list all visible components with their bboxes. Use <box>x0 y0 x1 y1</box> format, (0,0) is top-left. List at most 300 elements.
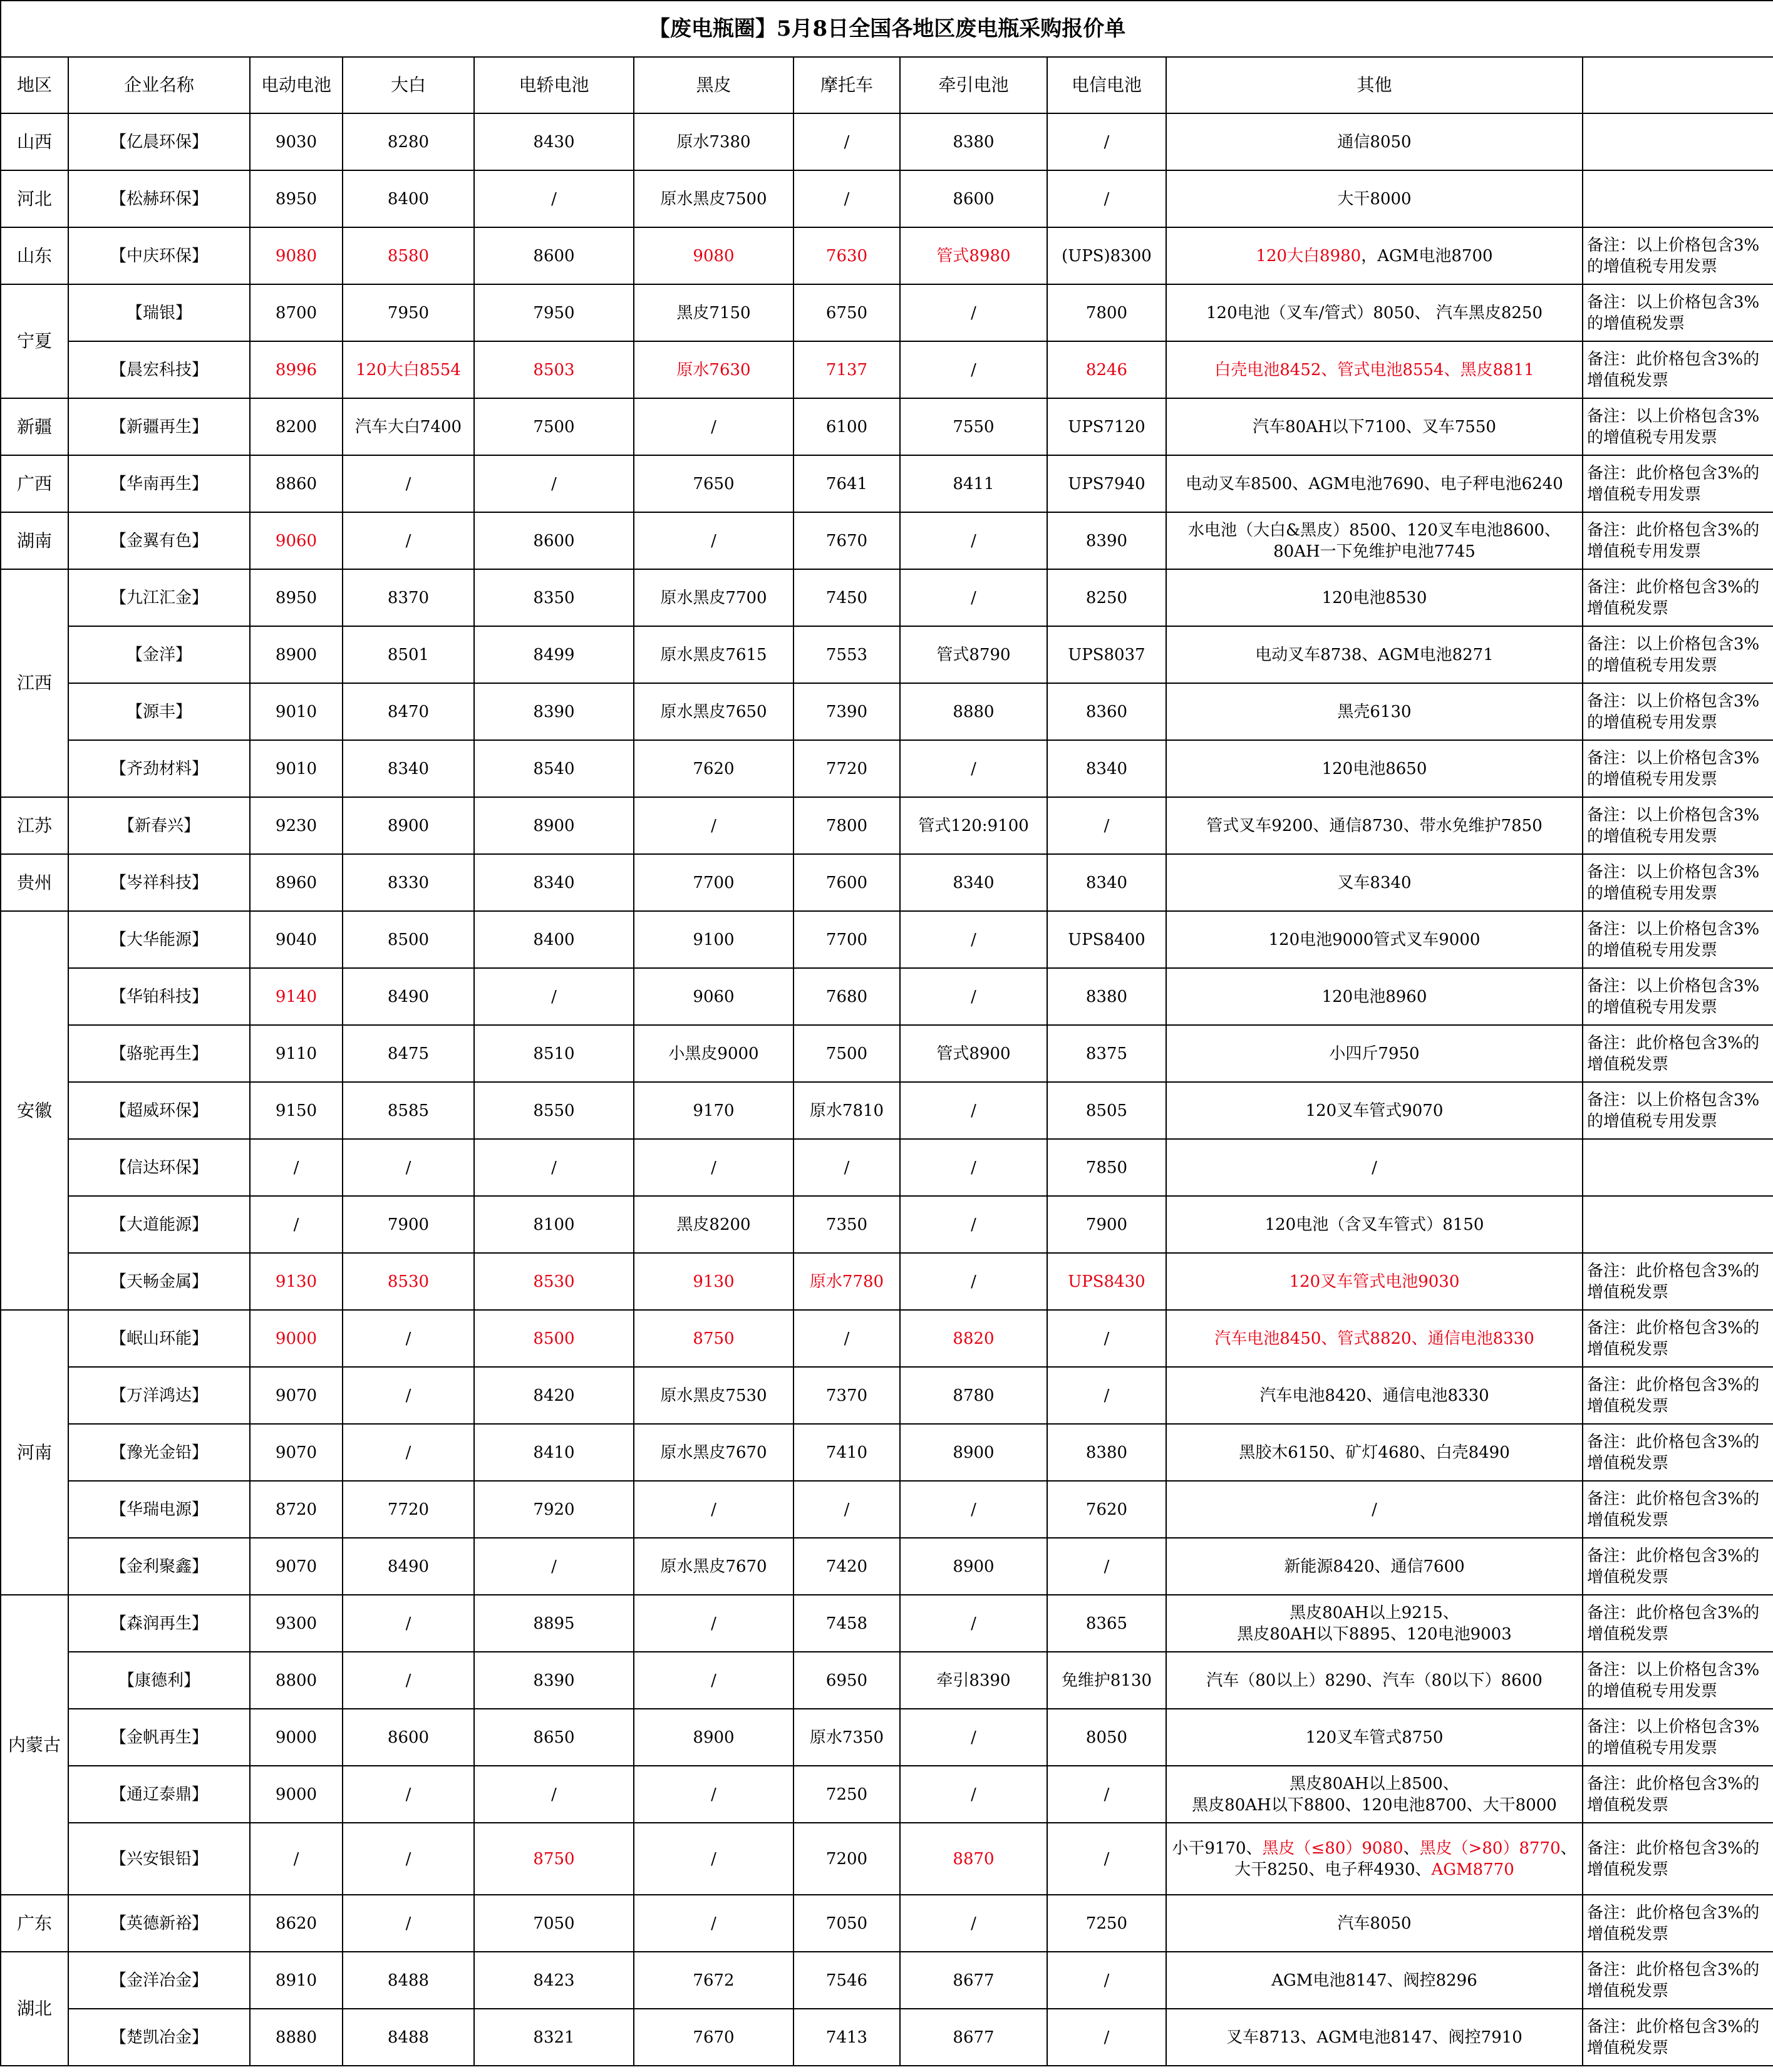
price-cell: 7410 <box>793 1424 900 1481</box>
header-other: 其他 <box>1166 57 1583 113</box>
price-cell: 8880 <box>900 683 1047 740</box>
price-cell: / <box>900 1895 1047 1952</box>
price-cell: 8500 <box>343 911 474 968</box>
other-cell: 电动叉车8738、AGM电池8271 <box>1166 626 1583 683</box>
price-cell: 管式8900 <box>900 1025 1047 1082</box>
region-cell: 江西 <box>1 569 68 797</box>
price-cell: 管式120:9100 <box>900 797 1047 854</box>
price-cell: 管式8980 <box>900 227 1047 284</box>
price-cell: 8960 <box>250 854 343 911</box>
price-cell: 原水黑皮7670 <box>634 1424 793 1481</box>
page-title: 【废电瓶圈】5月8日全国各地区废电瓶采购报价单 <box>1 1 1773 57</box>
price-cell: UPS8037 <box>1047 626 1166 683</box>
price-cell: 8390 <box>474 1652 634 1709</box>
other-cell: 120叉车管式9070 <box>1166 1082 1583 1139</box>
price-cell: 8400 <box>343 170 474 227</box>
other-cell: 汽车电池8450、管式8820、通信电池8330 <box>1166 1310 1583 1367</box>
company-cell: 【松赫环保】 <box>68 170 250 227</box>
region-cell: 内蒙古 <box>1 1595 68 1895</box>
price-cell: 7600 <box>793 854 900 911</box>
note-cell: 备注：以上价格包含3%的增值税专用发票 <box>1583 1082 1773 1139</box>
price-cell: / <box>900 1481 1047 1538</box>
price-cell: / <box>343 1139 474 1196</box>
table-row <box>1 911 1773 968</box>
note-cell: 备注：此价格包含3%的增值税发票 <box>1583 1823 1773 1895</box>
table-row <box>1 1895 1773 1952</box>
other-cell: 管式叉车9200、通信8730、带水免维护7850 <box>1166 797 1583 854</box>
other-line: 80AH一下免维护电池7745 <box>1273 542 1476 561</box>
other-cell: 120叉车管式电池9030 <box>1166 1253 1583 1310</box>
price-cell: / <box>1047 2009 1166 2066</box>
price-cell: / <box>343 1895 474 1952</box>
other-text: 、 <box>1403 1838 1420 1858</box>
table-row <box>1 1823 1773 1895</box>
note-cell: 备注：此价格包含3%的增值税发票 <box>1583 1595 1773 1652</box>
price-cell: 8530 <box>343 1253 474 1310</box>
price-cell: 7350 <box>793 1196 900 1253</box>
other-cell: 黑壳6130 <box>1166 683 1583 740</box>
header-telecom: 电信电池 <box>1047 57 1166 113</box>
price-cell: 8370 <box>343 569 474 626</box>
price-cell: / <box>1047 113 1166 170</box>
price-cell: 9100 <box>634 911 793 968</box>
price-cell: 8321 <box>474 2009 634 2066</box>
company-cell: 【九江汇金】 <box>68 569 250 626</box>
company-cell: 【超威环保】 <box>68 1082 250 1139</box>
price-cell: 8510 <box>474 1025 634 1082</box>
price-cell: 8340 <box>900 854 1047 911</box>
price-cell: 8400 <box>474 911 634 968</box>
note-cell: 备注：此价格包含3%的增值税发票 <box>1583 569 1773 626</box>
price-cell: 8870 <box>900 1823 1047 1895</box>
price-cell: / <box>474 170 634 227</box>
table-row <box>1 1139 1773 1196</box>
price-cell: 8677 <box>900 2009 1047 2066</box>
price-cell: / <box>343 1424 474 1481</box>
table-row <box>1 1538 1773 1595</box>
note-cell: 备注：此价格包含3%的增值税发票 <box>1583 341 1773 398</box>
note-cell: 备注：以上价格包含3%的增值税专用发票 <box>1583 227 1773 284</box>
table-row <box>1 683 1773 740</box>
table-row <box>1 1082 1773 1139</box>
price-cell: 120大白8554 <box>343 341 474 398</box>
price-cell: 8620 <box>250 1895 343 1952</box>
other-text-highlight: 黑皮（≤80）9080 <box>1262 1838 1403 1858</box>
price-cell: 7950 <box>474 284 634 341</box>
price-cell: 8100 <box>474 1196 634 1253</box>
price-cell: 8380 <box>1047 968 1166 1025</box>
price-cell: 7050 <box>474 1895 634 1952</box>
table-row <box>1 797 1773 854</box>
other-cell: 新能源8420、通信7600 <box>1166 1538 1583 1595</box>
other-cell: 叉车8340 <box>1166 854 1583 911</box>
price-cell: 9230 <box>250 797 343 854</box>
price-cell: / <box>634 1139 793 1196</box>
company-cell: 【齐劲材料】 <box>68 740 250 797</box>
region-cell: 河北 <box>1 170 68 227</box>
company-cell: 【华瑞电源】 <box>68 1481 250 1538</box>
price-cell: 7546 <box>793 1952 900 2009</box>
price-cell: / <box>900 284 1047 341</box>
price-cell: / <box>900 1139 1047 1196</box>
other-text: 、大干8250、电子秤4930、 <box>1234 1838 1577 1879</box>
price-cell: 8423 <box>474 1952 634 2009</box>
price-cell: 8503 <box>474 341 634 398</box>
region-cell: 广西 <box>1 455 68 512</box>
table-row <box>1 284 1773 341</box>
price-cell: 原水7780 <box>793 1253 900 1310</box>
note-cell: 备注：此价格包含3%的增值税发票 <box>1583 1895 1773 1952</box>
price-cell: 8910 <box>250 1952 343 2009</box>
price-cell: UPS7120 <box>1047 398 1166 455</box>
price-cell: / <box>474 1139 634 1196</box>
price-cell: 8950 <box>250 569 343 626</box>
table-row <box>1 1952 1773 2009</box>
price-cell: 8380 <box>1047 1424 1166 1481</box>
price-cell: 黑皮7150 <box>634 284 793 341</box>
other-text-highlight: 黑皮（>80）8770 <box>1419 1838 1561 1858</box>
company-cell: 【万洋鸿达】 <box>68 1367 250 1424</box>
region-cell: 安徽 <box>1 911 68 1310</box>
other-cell: 小四斤7950 <box>1166 1025 1583 1082</box>
note-cell: 备注：此价格包含3%的增值税发票 <box>1583 1766 1773 1823</box>
price-cell: 原水黑皮7650 <box>634 683 793 740</box>
company-cell: 【康德利】 <box>68 1652 250 1709</box>
price-cell: 7950 <box>343 284 474 341</box>
table-row <box>1 1481 1773 1538</box>
note-cell: 备注：以上价格包含3%的增值税专用发票 <box>1583 797 1773 854</box>
price-cell: 8700 <box>250 284 343 341</box>
price-cell: 7458 <box>793 1595 900 1652</box>
note-cell: 备注：此价格包含3%的增值税发票 <box>1583 1310 1773 1367</box>
price-cell: 8600 <box>343 1709 474 1766</box>
note-cell: 备注：此价格包含3%的增值税发票 <box>1583 2009 1773 2066</box>
table-row <box>1 1253 1773 1310</box>
price-cell: 8490 <box>343 968 474 1025</box>
price-cell: / <box>900 1766 1047 1823</box>
table-row <box>1 1595 1773 1652</box>
price-cell: 8340 <box>474 854 634 911</box>
price-cell: / <box>634 1481 793 1538</box>
price-cell: 7413 <box>793 2009 900 2066</box>
company-cell: 【金帆再生】 <box>68 1709 250 1766</box>
price-cell: 原水7350 <box>793 1709 900 1766</box>
price-cell: 8650 <box>474 1709 634 1766</box>
price-cell: 7670 <box>634 2009 793 2066</box>
note-cell: 备注：以上价格包含3%的增值税发票 <box>1583 284 1773 341</box>
price-cell: 7700 <box>793 911 900 968</box>
price-cell: / <box>343 455 474 512</box>
price-cell: / <box>634 1823 793 1895</box>
note-cell: 备注：以上价格包含3%的增值税专用发票 <box>1583 854 1773 911</box>
price-cell: / <box>793 1139 900 1196</box>
price-cell: 9060 <box>250 512 343 569</box>
price-cell: 9010 <box>250 740 343 797</box>
price-cell: 8280 <box>343 113 474 170</box>
price-cell: 9140 <box>250 968 343 1025</box>
note-cell: 备注：以上价格包含3%的增值税专用发票 <box>1583 1709 1773 1766</box>
header-company: 企业名称 <box>68 57 250 113</box>
price-cell: 8500 <box>474 1310 634 1367</box>
other-line: 黑皮80AH以上9215、 <box>1290 1603 1459 1622</box>
price-cell: 7370 <box>793 1367 900 1424</box>
table-row <box>1 1310 1773 1367</box>
price-cell: 7500 <box>474 398 634 455</box>
other-cell <box>1166 1766 1583 1823</box>
price-cell: 8488 <box>343 2009 474 2066</box>
price-cell: 8585 <box>343 1082 474 1139</box>
company-cell: 【源丰】 <box>68 683 250 740</box>
price-cell: / <box>343 512 474 569</box>
price-cell: 8375 <box>1047 1025 1166 1082</box>
company-cell: 【金洋冶金】 <box>68 1952 250 2009</box>
price-cell: UPS8430 <box>1047 1253 1166 1310</box>
price-cell: 原水黑皮7500 <box>634 170 793 227</box>
price-cell: 原水7810 <box>793 1082 900 1139</box>
other-cell: 大干8000 <box>1166 170 1583 227</box>
other-cell: 120叉车管式8750 <box>1166 1709 1583 1766</box>
header-car-battery: 电轿电池 <box>474 57 634 113</box>
price-cell: 8900 <box>474 797 634 854</box>
other-cell: / <box>1166 1481 1583 1538</box>
other-cell: / <box>1166 1139 1583 1196</box>
price-cell: / <box>343 1367 474 1424</box>
price-cell: 8880 <box>250 2009 343 2066</box>
price-cell: 8250 <box>1047 569 1166 626</box>
table-row <box>1 1652 1773 1709</box>
price-cell: 8050 <box>1047 1709 1166 1766</box>
price-cell: 8410 <box>474 1424 634 1481</box>
company-cell: 【瑞银】 <box>68 284 250 341</box>
header-region: 地区 <box>1 57 68 113</box>
price-cell: 8530 <box>474 1253 634 1310</box>
price-cell: 7700 <box>634 854 793 911</box>
table-row <box>1 512 1773 569</box>
company-cell: 【金利聚鑫】 <box>68 1538 250 1595</box>
price-cell: 7800 <box>793 797 900 854</box>
price-cell: 9080 <box>250 227 343 284</box>
other-text-highlight: 120大白8980 <box>1256 246 1362 265</box>
other-cell: 120电池9000管式叉车9000 <box>1166 911 1583 968</box>
price-cell: 8900 <box>900 1424 1047 1481</box>
other-cell: 黑胶木6150、矿灯4680、白壳8490 <box>1166 1424 1583 1481</box>
price-cell: 8470 <box>343 683 474 740</box>
price-cell: 9080 <box>634 227 793 284</box>
header-white-case: 大白 <box>343 57 474 113</box>
price-cell: 7450 <box>793 569 900 626</box>
price-cell: 7500 <box>793 1025 900 1082</box>
table-row <box>1 113 1773 170</box>
other-cell: 通信8050 <box>1166 113 1583 170</box>
price-cell: 8340 <box>1047 854 1166 911</box>
other-text: 小干9170、 <box>1172 1838 1263 1858</box>
price-cell: 8750 <box>474 1823 634 1895</box>
price-cell: 9040 <box>250 911 343 968</box>
price-cell: 8200 <box>250 398 343 455</box>
price-cell: 8499 <box>474 626 634 683</box>
price-cell: 牵引8390 <box>900 1652 1047 1709</box>
price-cell: / <box>343 1652 474 1709</box>
price-cell: / <box>474 968 634 1025</box>
price-cell: 8411 <box>900 455 1047 512</box>
table-row <box>1 626 1773 683</box>
company-cell: 【通辽泰鼎】 <box>68 1766 250 1823</box>
price-cell: 9000 <box>250 1766 343 1823</box>
price-cell: / <box>900 1082 1047 1139</box>
table-row <box>1 1367 1773 1424</box>
price-cell: / <box>900 1196 1047 1253</box>
price-cell: / <box>900 740 1047 797</box>
price-cell: 8488 <box>343 1952 474 2009</box>
price-cell: / <box>1047 170 1166 227</box>
price-cell: / <box>1047 1952 1166 2009</box>
other-text-highlight: AGM8770 <box>1431 1860 1514 1879</box>
price-cell: / <box>634 1652 793 1709</box>
price-cell: 8340 <box>343 740 474 797</box>
price-cell: 9010 <box>250 683 343 740</box>
price-cell: 管式8790 <box>900 626 1047 683</box>
price-cell: 8420 <box>474 1367 634 1424</box>
price-cell: UPS7940 <box>1047 455 1166 512</box>
region-cell: 河南 <box>1 1310 68 1595</box>
header-motorcycle: 摩托车 <box>793 57 900 113</box>
price-cell: 9000 <box>250 1709 343 1766</box>
price-cell: / <box>474 1538 634 1595</box>
header-note <box>1583 57 1773 113</box>
price-cell: 8950 <box>250 170 343 227</box>
header-traction: 牵引电池 <box>900 57 1047 113</box>
price-cell: 8540 <box>474 740 634 797</box>
price-cell: 汽车大白7400 <box>343 398 474 455</box>
company-cell: 【天畅金属】 <box>68 1253 250 1310</box>
price-cell: 7680 <box>793 968 900 1025</box>
note-cell: 备注：以上价格包含3%的增值税专用发票 <box>1583 626 1773 683</box>
price-cell: 7550 <box>900 398 1047 455</box>
note-cell <box>1583 113 1773 170</box>
region-cell: 贵州 <box>1 854 68 911</box>
price-cell: 7641 <box>793 455 900 512</box>
note-cell: 备注：此价格包含3%的增值税专用发票 <box>1583 512 1773 569</box>
price-cell: 8340 <box>1047 740 1166 797</box>
price-cell: 9130 <box>634 1253 793 1310</box>
price-cell: (UPS)8300 <box>1047 227 1166 284</box>
price-cell: 8600 <box>900 170 1047 227</box>
price-cell: 9060 <box>634 968 793 1025</box>
price-cell: 8330 <box>343 854 474 911</box>
price-cell: 7620 <box>1047 1481 1166 1538</box>
price-cell: 8501 <box>343 626 474 683</box>
other-cell: 120电池8650 <box>1166 740 1583 797</box>
company-cell: 【豫光金铅】 <box>68 1424 250 1481</box>
region-cell: 湖北 <box>1 1952 68 2066</box>
price-cell: / <box>1047 1538 1166 1595</box>
company-cell: 【华铂科技】 <box>68 968 250 1025</box>
table-row <box>1 1709 1773 1766</box>
table-row <box>1 968 1773 1025</box>
price-cell: / <box>474 455 634 512</box>
price-cell: / <box>634 1895 793 1952</box>
other-cell: 汽车80AH以下7100、叉车7550 <box>1166 398 1583 455</box>
note-cell: 备注：此价格包含3%的增值税发票 <box>1583 1424 1773 1481</box>
price-cell: 6750 <box>793 284 900 341</box>
note-cell: 备注：此价格包含3%的增值税发票 <box>1583 1952 1773 2009</box>
price-cell: 原水黑皮7530 <box>634 1367 793 1424</box>
company-cell: 【岷山环能】 <box>68 1310 250 1367</box>
price-cell: 6100 <box>793 398 900 455</box>
price-cell: / <box>343 1310 474 1367</box>
price-cell: / <box>634 797 793 854</box>
price-cell: 8900 <box>250 626 343 683</box>
company-cell: 【信达环保】 <box>68 1139 250 1196</box>
note-cell: 备注：以上价格包含3%的增值税专用发票 <box>1583 968 1773 1025</box>
price-cell: / <box>900 1595 1047 1652</box>
price-cell: 7420 <box>793 1538 900 1595</box>
company-cell: 【新春兴】 <box>68 797 250 854</box>
region-cell: 湖南 <box>1 512 68 569</box>
note-cell: 备注：以上价格包含3%的增值税专用发票 <box>1583 683 1773 740</box>
other-cell: 白壳电池8452、管式电池8554、黑皮8811 <box>1166 341 1583 398</box>
price-cell: 原水黑皮7615 <box>634 626 793 683</box>
price-cell: / <box>1047 1766 1166 1823</box>
company-cell: 【晨宏科技】 <box>68 341 250 398</box>
table-row <box>1 740 1773 797</box>
price-cell: / <box>793 170 900 227</box>
price-cell: / <box>900 569 1047 626</box>
price-cell: 7200 <box>793 1823 900 1895</box>
region-cell: 宁夏 <box>1 284 68 398</box>
price-cell: / <box>900 341 1047 398</box>
company-cell: 【兴安银铅】 <box>68 1823 250 1895</box>
table-row <box>1 170 1773 227</box>
price-cell: 7672 <box>634 1952 793 2009</box>
note-cell: 备注：此价格包含3%的增值税发票 <box>1583 1481 1773 1538</box>
price-cell: 8600 <box>474 512 634 569</box>
other-line: 黑皮80AH以上8500、 <box>1290 1774 1459 1793</box>
price-cell: 8430 <box>474 113 634 170</box>
price-cell: 8246 <box>1047 341 1166 398</box>
price-cell: / <box>474 1766 634 1823</box>
table-row <box>1 1025 1773 1082</box>
price-cell: / <box>1047 797 1166 854</box>
company-cell: 【英德新裕】 <box>68 1895 250 1952</box>
table-row <box>1 227 1773 284</box>
other-cell: 电动叉车8500、AGM电池7690、电子秤电池6240 <box>1166 455 1583 512</box>
table-row <box>1 1196 1773 1253</box>
price-cell: 7553 <box>793 626 900 683</box>
price-cell: 7630 <box>793 227 900 284</box>
price-cell: 8860 <box>250 455 343 512</box>
price-cell: / <box>793 1310 900 1367</box>
price-cell: 7920 <box>474 1481 634 1538</box>
price-cell: / <box>250 1823 343 1895</box>
price-cell: 9070 <box>250 1424 343 1481</box>
price-cell: 8490 <box>343 1538 474 1595</box>
note-cell: 备注：此价格包含3%的增值税发票 <box>1583 1253 1773 1310</box>
price-cell: 9030 <box>250 113 343 170</box>
price-cell: 8996 <box>250 341 343 398</box>
region-cell: 广东 <box>1 1895 68 1952</box>
table-row <box>1 854 1773 911</box>
price-cell: 8895 <box>474 1595 634 1652</box>
price-cell: / <box>793 1481 900 1538</box>
price-cell: 9110 <box>250 1025 343 1082</box>
table-row <box>1 2009 1773 2066</box>
price-cell: 小黑皮9000 <box>634 1025 793 1082</box>
company-cell: 【森润再生】 <box>68 1595 250 1652</box>
table-row <box>1 1424 1773 1481</box>
region-cell: 江苏 <box>1 797 68 854</box>
other-line: 水电池（大白&黑皮）8500、120叉车电池8600、 <box>1187 520 1561 540</box>
